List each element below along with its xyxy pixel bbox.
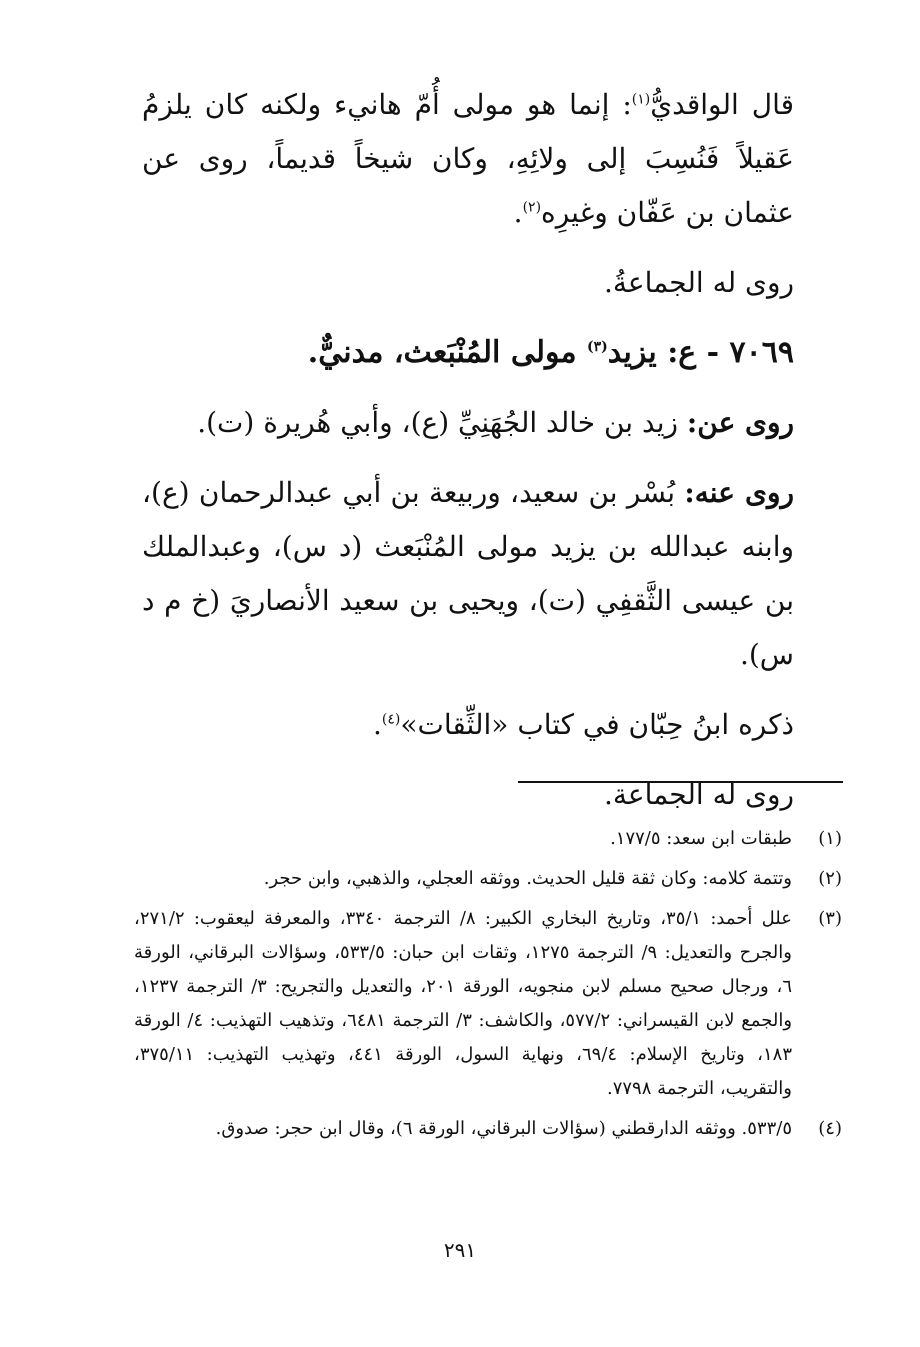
footnote-2 bbox=[134, 862, 842, 896]
footnote-text: ٥٣٣/٥. ووثقه الدارقطني (سؤالات البرقاني، الورقة ٦)، وقال ابن حجر: صدوق. bbox=[215, 1118, 792, 1139]
footnote-ref-3: (٣) bbox=[587, 339, 608, 355]
paragraph-rawa-an bbox=[142, 396, 842, 450]
footnote-text: علل أحمد: ٣٥/١، وتاريخ البخاري الكبير: ٨/ الترجمة ٣٣٤٠، والمعرفة ليعقوب: ٢٧١/٢، والجرح والتعديل: ٩/ الترجمة ١٢٧٥، وثقات ابن حبان: ٥٣٣/٥، وسؤالات البرقاني، الورقة ٦، ورجال صحيح مسلم لابن منجويه، الورقة ٢٠١، والتعديل والتجريح: ٣/ الترجمة ١٢٣٧، والجمع لابن القيسراني: ٥٧٧/٢، والكاشف: ٣/ الترجمة ٦٤٨١، وتذهيب التهذيب: ٤/ الورقة ١٨٣، وتاريخ الإسلام: ٦٩/٤، ونهاية السول، الورقة ٤٤١، وتهذيب التهذيب: ٣٧٥/١١، والتقريب، الترجمة ٧٧٩٨. bbox=[134, 908, 793, 1099]
paragraph-rawa-lahu-2: روى له الجماعة. bbox=[603, 778, 794, 811]
paragraph-ibn-hibban bbox=[142, 698, 842, 752]
rawa-an-label: روى عن: bbox=[686, 406, 794, 439]
footnotes bbox=[134, 822, 842, 1152]
footnote-1 bbox=[134, 822, 842, 856]
footnote-text: طبقات ابن سعد: ١٧٧/٥. bbox=[610, 828, 792, 849]
entry-number-name: ٧٠٦٩ - ع: يزيد bbox=[607, 335, 794, 370]
rawa-anhu-text: بُسْر بن سعيد، وربيعة بن أبي عبدالرحمان (ع)، وابنه عبدالله بن يزيد مولى المُنْبَعث (د س)، وعبدالملك بن عيسى الثَّقفِي (ت)، ويحيى بن سعيد الأنصاريَ (خ م د س). bbox=[142, 476, 794, 671]
footnote-text: وتتمة كلامه: وكان ثقة قليل الحديث. ووثقه العجلي، والذهبي، وابن حجر. bbox=[263, 868, 792, 889]
footnote-separator bbox=[518, 781, 843, 783]
footnote-3 bbox=[134, 902, 842, 1106]
footnote-ref-4: (٤) bbox=[381, 711, 401, 728]
footnote-number: (٤) bbox=[818, 1118, 842, 1139]
entry-description: مولى المُنْبَعث، مدنيٌّ. bbox=[307, 335, 587, 370]
ibn-hibban-text: ذكره ابنُ حِبّان في كتاب «الثِّقات» bbox=[400, 708, 794, 741]
paragraph-waqidi-quote bbox=[142, 78, 842, 240]
footnote-number: (٢) bbox=[818, 868, 842, 889]
waqidi-quote-end: . bbox=[513, 196, 523, 229]
footnote-ref-2: (٢) bbox=[522, 199, 542, 216]
ibn-hibban-end: . bbox=[372, 708, 382, 741]
rawa-an-text: زيد بن خالد الجُهَنِيِّ (ع)، وأبي هُريرة (ت). bbox=[197, 406, 687, 439]
footnote-number: (١) bbox=[818, 828, 842, 849]
footnote-number: (٣) bbox=[818, 908, 842, 929]
footnote-ref-1: (١) bbox=[631, 91, 651, 108]
paragraph-rawa-anhu bbox=[142, 466, 842, 682]
rawa-anhu-label: روى عنه: bbox=[684, 476, 794, 509]
main-text bbox=[142, 78, 842, 838]
footnote-4 bbox=[134, 1112, 842, 1146]
page-number: ٢٩١ bbox=[443, 1238, 477, 1262]
waqidi-quote-body: : إنما هو مولى أُمّ هانيء ولكنه كان يلزمُ عَقيلاً فَنُسِبَ إلى ولائِهِ، وكان شيخاً قديماً، روى عن عثمان بن عَفّان وغيرِه bbox=[142, 88, 794, 229]
waqidi-quote-start: قال الواقديُّ bbox=[650, 88, 795, 121]
paragraph-rawa-lahu-1: روى له الجماعةُ. bbox=[603, 266, 794, 299]
entry-heading bbox=[142, 326, 842, 380]
